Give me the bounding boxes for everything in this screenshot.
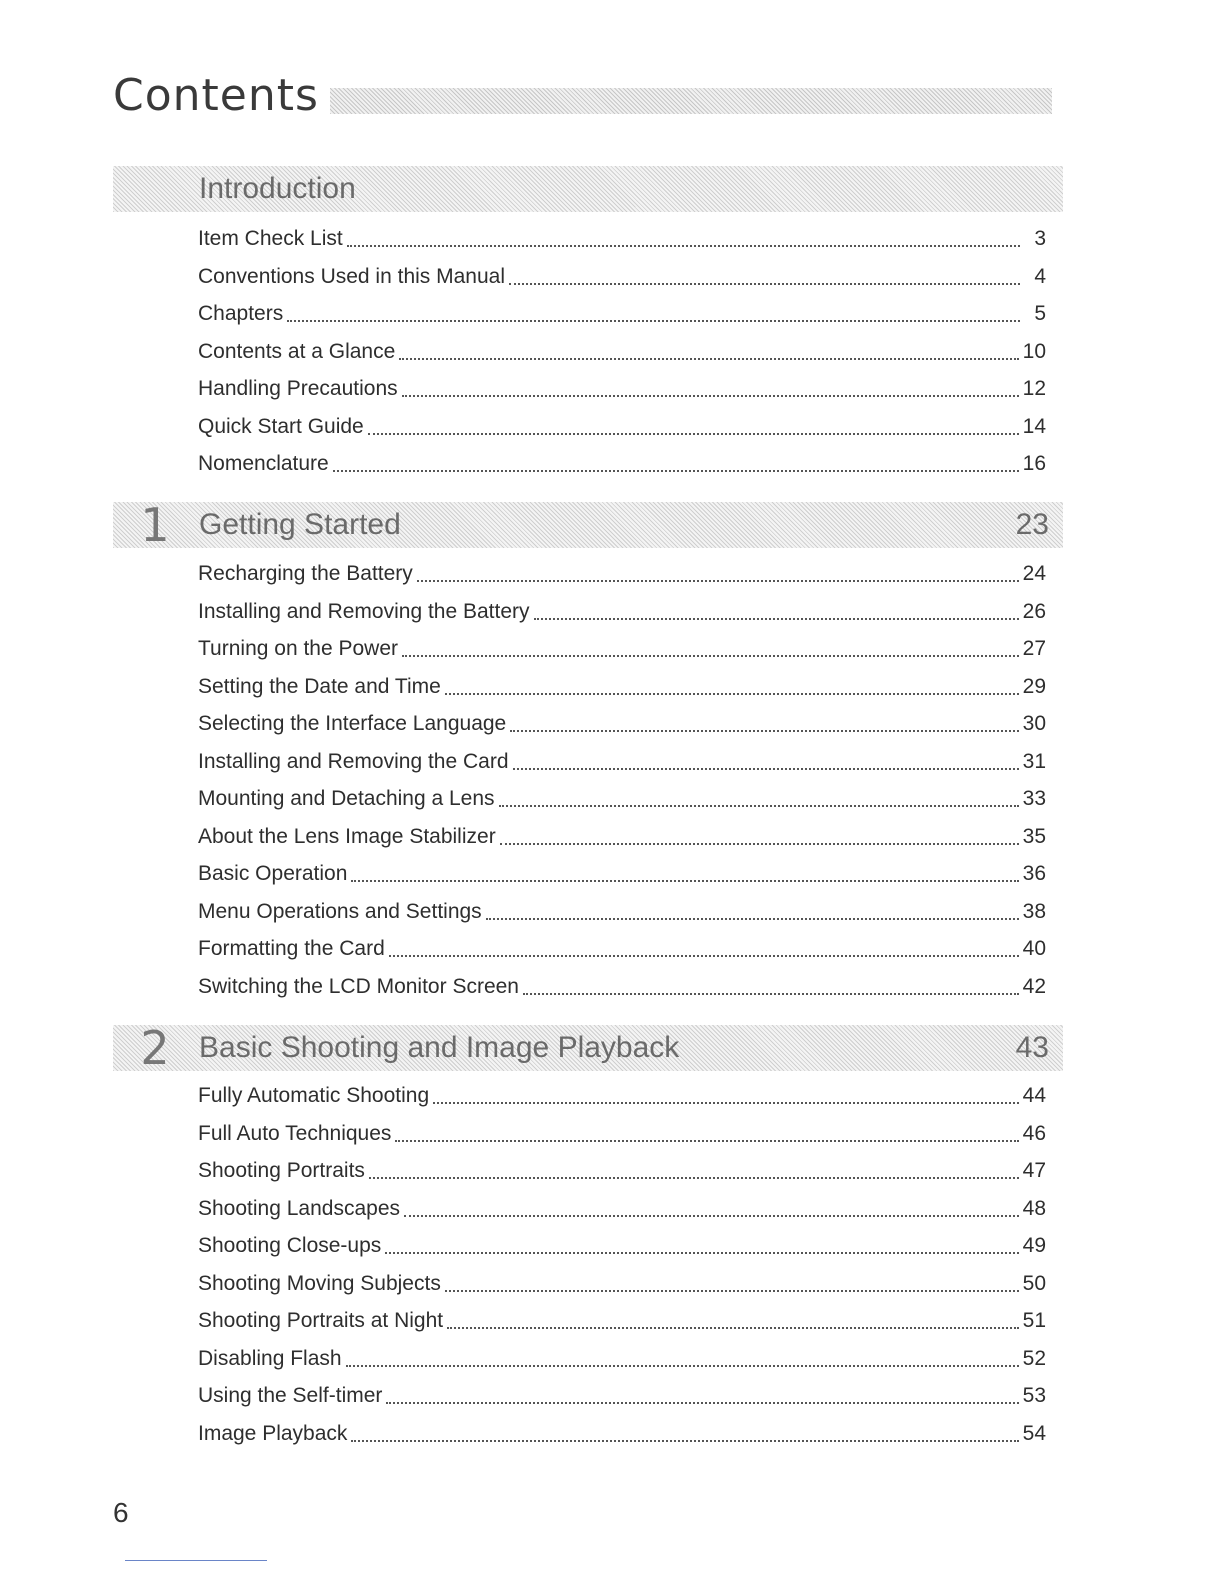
toc-entry-page: 46 [1022, 1121, 1046, 1145]
toc-entry-page: 16 [1022, 452, 1046, 475]
leader-dots [389, 954, 1019, 957]
leader-dots [513, 767, 1019, 770]
toc-entry-label: Disabling Flash [198, 1346, 342, 1370]
bottom-divider [125, 1560, 267, 1561]
toc-entry[interactable] [198, 1265, 1046, 1303]
toc-entry-label: Formatting the Card [198, 937, 385, 960]
toc-entry-page: 52 [1022, 1346, 1046, 1370]
toc-entry-label: Image Playback [198, 1421, 348, 1445]
section-page: 23 [1015, 508, 1049, 541]
toc-entry[interactable] [198, 445, 1046, 483]
leader-dots [395, 1139, 1018, 1142]
toc-entry[interactable] [198, 1152, 1046, 1190]
toc-entry[interactable] [198, 593, 1046, 631]
leader-dots [499, 804, 1019, 807]
toc-list-basic-shooting [198, 1077, 1046, 1452]
toc-entry[interactable] [198, 408, 1046, 446]
toc-entry-label: Installing and Removing the Battery [198, 599, 530, 623]
toc-entry[interactable] [198, 555, 1046, 593]
toc-entry[interactable] [198, 1227, 1046, 1265]
leader-dots [347, 244, 1020, 247]
toc-entry-label: Turning on the Power [198, 637, 399, 660]
toc-entry-label: Shooting Landscapes [198, 1196, 400, 1220]
toc-entry-page: 31 [1022, 749, 1046, 773]
leader-dots [351, 879, 1018, 882]
leader-dots [486, 917, 1019, 920]
toc-entry-label: Quick Start Guide [198, 414, 364, 438]
leader-dots [368, 432, 1019, 435]
toc-entry[interactable] [198, 370, 1046, 408]
toc-entry[interactable] [198, 1340, 1046, 1378]
toc-entry-label: Using the Self-timer [198, 1384, 383, 1407]
toc-entry-label: Contents at a Glance [198, 339, 396, 363]
toc-entry-label: Fully Automatic Shooting [198, 1084, 430, 1107]
toc-entry-label: Nomenclature [198, 452, 329, 475]
toc-entry-label: Selecting the Interface Language [198, 712, 507, 735]
toc-entry-page: 12 [1022, 377, 1046, 400]
toc-entry-page: 47 [1022, 1159, 1046, 1182]
leader-dots [386, 1401, 1018, 1404]
leader-dots [287, 319, 1020, 322]
leader-dots [402, 394, 1019, 397]
toc-entry-page: 38 [1022, 899, 1046, 923]
toc-entry[interactable] [198, 1415, 1046, 1453]
leader-dots [402, 654, 1019, 657]
toc-entry[interactable] [198, 743, 1046, 781]
section-title: Introduction [199, 172, 356, 205]
leader-dots [523, 992, 1019, 995]
toc-entry-label: Recharging the Battery [198, 562, 413, 585]
toc-entry[interactable] [198, 333, 1046, 371]
leader-dots [445, 692, 1019, 695]
section-number [135, 166, 175, 212]
leader-dots [346, 1364, 1019, 1367]
toc-entry-page: 51 [1022, 1309, 1046, 1332]
toc-entry-page: 35 [1022, 824, 1046, 848]
toc-entry-label: Item Check List [198, 227, 343, 250]
toc-entry-page: 24 [1022, 562, 1046, 585]
leader-dots [399, 357, 1018, 360]
section-title: Basic Shooting and Image Playback [199, 1031, 680, 1064]
leader-dots [385, 1251, 1018, 1254]
leader-dots [404, 1214, 1019, 1217]
section-header-basic-shooting[interactable] [113, 1021, 1063, 1075]
leader-dots [333, 469, 1019, 472]
toc-entry-label: Shooting Moving Subjects [198, 1271, 441, 1295]
page-number: 6 [113, 1497, 129, 1528]
leader-dots [369, 1176, 1019, 1179]
toc-entry-page: 3 [1034, 227, 1046, 250]
toc-entry[interactable] [198, 630, 1046, 668]
toc-entry-page: 49 [1022, 1234, 1046, 1257]
toc-entry-page: 33 [1022, 787, 1046, 810]
toc-entry-label: Basic Operation [198, 862, 348, 885]
toc-entry-page: 40 [1022, 937, 1046, 960]
toc-entry[interactable] [198, 1377, 1046, 1415]
section-number: 2 [140, 1021, 170, 1075]
leader-dots [509, 282, 1020, 285]
toc-entry[interactable] [198, 1077, 1046, 1115]
toc-entry-page: 26 [1022, 599, 1046, 623]
page-title: Contents [113, 70, 319, 121]
toc-entry[interactable] [198, 705, 1046, 743]
toc-entry-page: 54 [1022, 1421, 1046, 1445]
toc-entry[interactable] [198, 780, 1046, 818]
toc-entry-page: 10 [1022, 339, 1046, 363]
toc-entry-page: 53 [1022, 1384, 1046, 1407]
toc-entry-label: Shooting Portraits at Night [198, 1309, 444, 1332]
leader-dots [534, 617, 1019, 620]
section-page: 43 [1015, 1031, 1049, 1064]
toc-entry[interactable] [198, 220, 1046, 258]
toc-entry-label: Setting the Date and Time [198, 674, 441, 698]
toc-entry-page: 30 [1022, 712, 1046, 735]
section-header-getting-started[interactable] [113, 498, 1063, 552]
toc-entry-label: Mounting and Detaching a Lens [198, 787, 495, 810]
leader-dots [447, 1326, 1019, 1329]
toc-entry-label: About the Lens Image Stabilizer [198, 824, 496, 848]
toc-entry-page: 44 [1022, 1084, 1046, 1107]
toc-entry-label: Shooting Portraits [198, 1159, 365, 1182]
toc-entry-page: 4 [1034, 264, 1046, 288]
toc-entry[interactable] [198, 968, 1046, 1006]
title-decoration-bar [330, 88, 1052, 114]
leader-dots [500, 842, 1019, 845]
toc-entry[interactable] [198, 1115, 1046, 1153]
toc-entry[interactable] [198, 893, 1046, 931]
toc-entry[interactable] [198, 1302, 1046, 1340]
toc-entry[interactable] [198, 668, 1046, 706]
leader-dots [351, 1439, 1018, 1442]
toc-entry-label: Chapters [198, 302, 284, 325]
section-title: Getting Started [199, 508, 401, 541]
toc-entry-label: Switching the LCD Monitor Screen [198, 974, 519, 998]
leader-dots [510, 729, 1018, 732]
toc-entry[interactable] [198, 258, 1046, 296]
toc-entry-page: 29 [1022, 674, 1046, 698]
section-number: 1 [140, 498, 170, 552]
toc-entry-page: 5 [1034, 302, 1046, 325]
toc-entry[interactable] [198, 818, 1046, 856]
toc-entry-page: 27 [1022, 637, 1046, 660]
toc-entry[interactable] [198, 930, 1046, 968]
toc-entry-label: Handling Precautions [198, 377, 398, 400]
toc-entry[interactable] [198, 295, 1046, 333]
toc-entry-label: Full Auto Techniques [198, 1121, 392, 1145]
toc-entry-page: 36 [1022, 862, 1046, 885]
leader-dots [417, 579, 1019, 582]
toc-list-getting-started [198, 555, 1046, 1005]
toc-list-introduction [198, 220, 1046, 483]
section-header-introduction[interactable] [113, 166, 1063, 212]
toc-entry-page: 42 [1022, 974, 1046, 998]
toc-entry[interactable] [198, 1190, 1046, 1228]
toc-entry-label: Menu Operations and Settings [198, 899, 482, 923]
toc-entry-page: 48 [1022, 1196, 1046, 1220]
toc-entry-page: 14 [1022, 414, 1046, 438]
toc-entry[interactable] [198, 855, 1046, 893]
toc-entry-page: 50 [1022, 1271, 1046, 1295]
toc-entry-label: Shooting Close-ups [198, 1234, 382, 1257]
leader-dots [433, 1101, 1019, 1104]
leader-dots [445, 1289, 1019, 1292]
toc-entry-label: Conventions Used in this Manual [198, 264, 506, 288]
toc-entry-label: Installing and Removing the Card [198, 749, 509, 773]
